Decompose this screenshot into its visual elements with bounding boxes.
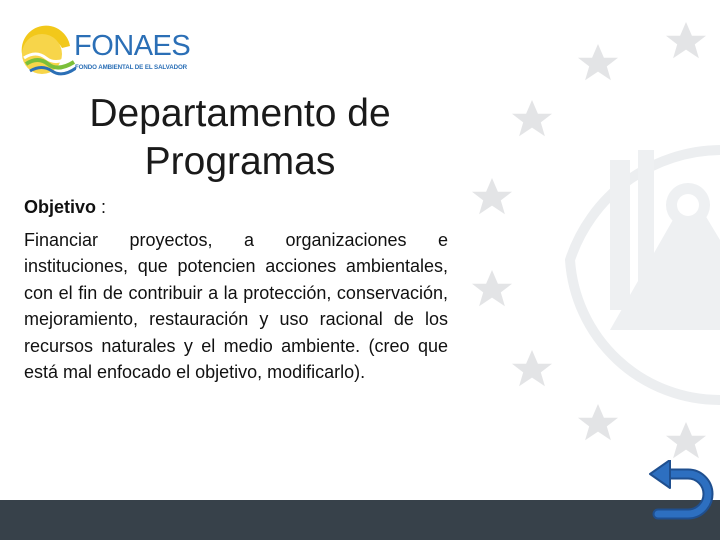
objective-heading bbox=[24, 197, 106, 218]
coat-of-arms-watermark bbox=[460, 0, 720, 500]
star-icon bbox=[512, 350, 552, 386]
star-icon bbox=[512, 100, 552, 136]
objective-separator: : bbox=[96, 197, 107, 217]
objective-label: Objetivo bbox=[24, 197, 97, 217]
logo-wordmark: FONAES bbox=[74, 30, 191, 62]
star-icon bbox=[666, 422, 706, 458]
page-title bbox=[20, 90, 460, 186]
title-line-2: Programas bbox=[144, 140, 336, 183]
star-icon bbox=[578, 44, 618, 80]
star-icon bbox=[472, 178, 512, 214]
objective-text: Financiar proyectos, a organizaciones e instituciones, que potencien acciones ambientales, con el fin de contribuir a la protección, conservación, mejoramiento, restauración y uso racional de los recursos naturales y el medio ambiente. (creo que está mal enfocado el objetivo, modificarlo). bbox=[24, 230, 448, 383]
return-arrow-icon[interactable] bbox=[648, 460, 718, 530]
star-icon bbox=[472, 270, 512, 306]
fonaes-logo bbox=[16, 24, 206, 80]
logo-subtitle: FONDO AMBIENTAL DE EL SALVADOR bbox=[75, 64, 188, 71]
star-icon bbox=[666, 22, 706, 58]
footer-bar bbox=[0, 500, 720, 540]
fonaes-logo-mark-icon bbox=[16, 24, 76, 80]
title-line-1: Departamento de bbox=[89, 92, 391, 135]
star-icon bbox=[578, 404, 618, 440]
